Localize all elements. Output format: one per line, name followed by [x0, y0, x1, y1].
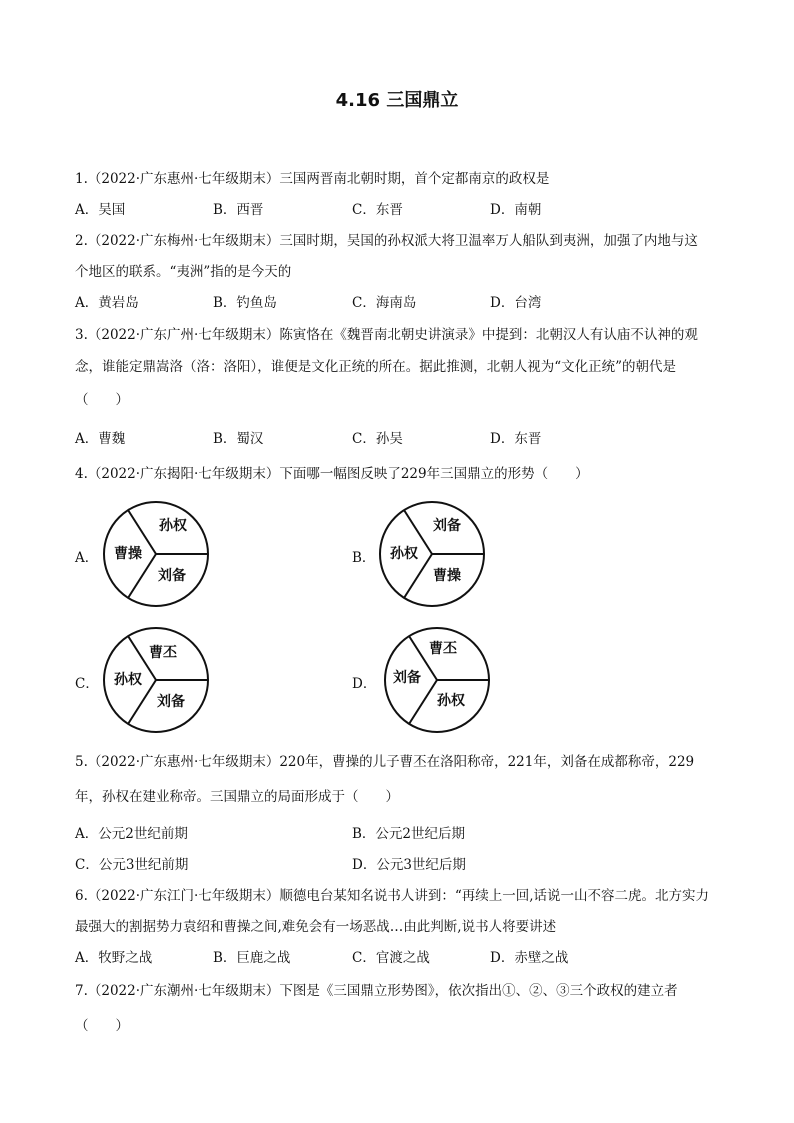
q1-option-a: A．吴国 — [75, 202, 126, 218]
question-5-stem-line1: 5.（2022·广东惠州·七年级期末）220年，曹操的儿子曹丕在洛阳称帝，221年，刘备在成都称帝，229 — [75, 754, 695, 770]
q5-option-c: C．公元3世纪前期 — [75, 857, 189, 873]
question-2-stem-line1: 2.（2022·广东梅州·七年级期末）三国时期，吴国的孙权派大将卫温率万人船队到夷洲，加强了内地与这 — [75, 233, 698, 249]
q4-option-b-label: B． — [352, 550, 376, 566]
q6-option-a: A．牧野之战 — [75, 950, 153, 966]
question-7-stem-line1: 7.（2022·广东潮州·七年级期末）下图是《三国鼎立形势图》，依次指出①、②、③三个政权的建立者 — [75, 983, 678, 999]
q4-option-c-label: C． — [75, 676, 99, 692]
q3-option-a: A．曹魏 — [75, 431, 126, 447]
question-5-stem-line2: 年，孙权在建业称帝。三国鼎立的局面形成于（ ） — [75, 789, 399, 805]
q1-option-d: D．南朝 — [490, 202, 542, 218]
q4-option-a-label: A． — [75, 550, 99, 566]
pie-b-label-3: 曹操 — [433, 568, 461, 584]
q4-option-d-label: D． — [352, 676, 377, 692]
q6-option-c: C．官渡之战 — [352, 950, 430, 966]
q5-option-a: A．公元2世纪前期 — [75, 826, 188, 842]
q2-option-a: A．黄岩岛 — [75, 295, 139, 311]
q1-option-c: C．东晋 — [352, 202, 403, 218]
q6-option-b: B．巨鹿之战 — [213, 950, 291, 966]
q3-option-d: D．东晋 — [490, 431, 542, 447]
pie-a-label-3: 刘备 — [158, 568, 186, 584]
q6-option-d: D．赤壁之战 — [490, 950, 569, 966]
pie-b-label-1: 刘备 — [433, 518, 461, 534]
q2-option-d: D．台湾 — [490, 295, 542, 311]
pie-d-label-1: 曹丕 — [429, 641, 457, 657]
q4-option-a-pie — [102, 501, 210, 607]
q4-option-d-pie — [382, 627, 492, 733]
q3-option-c: C．孙吴 — [352, 431, 403, 447]
pie-a-label-2: 曹操 — [114, 546, 142, 562]
question-4-stem: 4.（2022·广东揭阳·七年级期末）下面哪一幅图反映了229年三国鼎立的形势（ ） — [75, 466, 589, 482]
q4-option-b-pie — [378, 501, 486, 607]
question-3-stem-line3: （ ） — [75, 392, 129, 408]
question-1-stem: 1.（2022·广东惠州·七年级期末）三国两晋南北朝时期，首个定都南京的政权是 — [75, 171, 550, 187]
page-title: 4.16 三国鼎立 — [335, 90, 459, 111]
q4-option-c-pie — [102, 627, 210, 733]
q2-option-b: B．钓鱼岛 — [213, 295, 277, 311]
q1-option-b: B．西晋 — [213, 202, 264, 218]
pie-c-label-1: 曹丕 — [149, 645, 177, 661]
question-6-stem-line1: 6.（2022·广东江门·七年级期末）顺德电台某知名说书人讲到：“再续上一回,话说一山不容二虎。北方实力 — [75, 888, 710, 904]
q5-option-d: D．公元3世纪后期 — [352, 857, 466, 873]
pie-d-label-2: 刘备 — [393, 670, 421, 686]
pie-c-label-2: 孙权 — [114, 672, 142, 688]
pie-a-label-1: 孙权 — [159, 518, 187, 534]
q3-option-b: B．蜀汉 — [213, 431, 264, 447]
question-6-stem-line2: 最强大的割据势力袁绍和曹操之间,难免会有一场恶战…由此判断,说书人将要讲述 — [75, 919, 557, 935]
q5-option-b: B．公元2世纪后期 — [352, 826, 466, 842]
pie-d-label-3: 孙权 — [437, 693, 465, 709]
question-2-stem-line2: 个地区的联系。“夷洲”指的是今天的 — [75, 264, 292, 280]
question-3-stem-line2: 念，谁能定鼎嵩洛（洛：洛阳），谁便是文化正统的所在。据此推测，北朝人视为“文化正统”的朝代是 — [75, 359, 677, 375]
question-3-stem-line1: 3.（2022·广东广州·七年级期末）陈寅恪在《魏晋南北朝史讲演录》中提到：北朝汉人有认庙不认神的观 — [75, 327, 698, 343]
q2-option-c: C．海南岛 — [352, 295, 417, 311]
pie-b-label-2: 孙权 — [390, 546, 418, 562]
question-7-stem-line2: （ ） — [75, 1018, 129, 1034]
pie-c-label-3: 刘备 — [157, 694, 185, 710]
